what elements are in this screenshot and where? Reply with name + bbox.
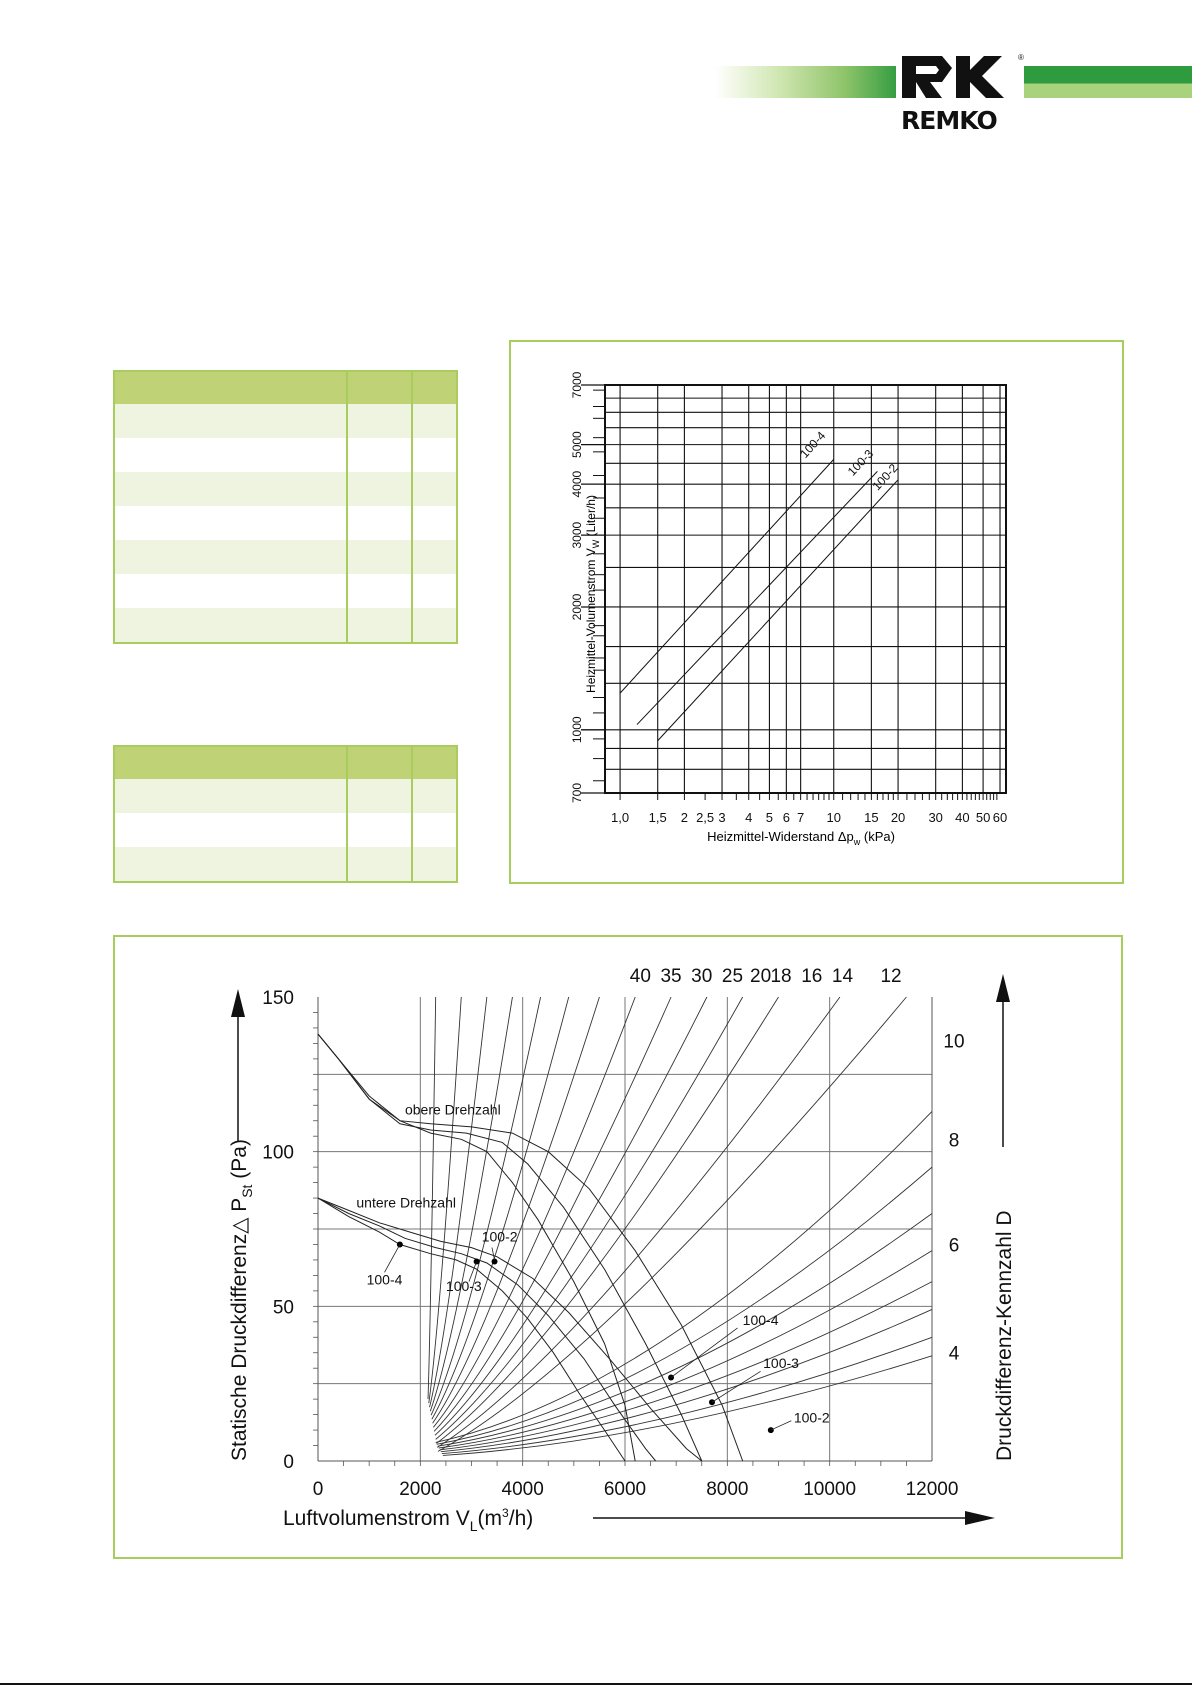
table-row	[115, 540, 456, 574]
series-label: 100-2	[793, 1409, 830, 1426]
leader-line	[492, 1248, 495, 1260]
table-1	[113, 370, 458, 644]
x-tick-label: 10000	[803, 1479, 857, 1500]
operating-point	[474, 1258, 480, 1264]
column-divider	[411, 372, 413, 642]
d-top-label: 20	[750, 966, 772, 987]
registered-mark: ®	[1018, 53, 1024, 62]
x-tick-label: 6000	[603, 1479, 647, 1500]
remko-logo-mark	[896, 52, 1024, 104]
brand-stripe-left	[715, 66, 900, 98]
table-2	[113, 745, 458, 883]
series-label: 100-2	[481, 1228, 518, 1245]
fan-curve-lower-100-4	[318, 1198, 625, 1461]
d-top-label: 35	[660, 966, 682, 987]
chart-series	[620, 428, 901, 740]
x-tick-label: 2	[680, 810, 689, 825]
table-row	[115, 847, 456, 881]
leader-line	[712, 1371, 761, 1402]
chart-ticks	[262, 988, 958, 1500]
leader-line	[771, 1421, 791, 1430]
d-top-label: 30	[691, 966, 713, 987]
series-line-100-3	[637, 471, 877, 724]
x-tick-label: 4000	[501, 1479, 544, 1500]
series-label: 100-3	[763, 1355, 799, 1372]
y-tick-label: 3000	[570, 521, 584, 549]
d-curve	[443, 1356, 932, 1456]
d-right-label: 4	[948, 1343, 960, 1365]
series-label: 100-4	[742, 1311, 779, 1328]
upper-speed-label: obere Drehzahl	[404, 1101, 501, 1118]
x-axis-arrowhead	[965, 1511, 995, 1525]
table-header	[115, 372, 456, 404]
table-header	[115, 747, 456, 779]
right-axis-arrowhead	[996, 974, 1010, 1002]
brand-stripe-right	[1010, 66, 1192, 98]
x-tick-label: 30	[928, 810, 943, 825]
d-right-label: 8	[948, 1130, 960, 1152]
d-curve	[433, 997, 635, 1427]
table-row	[115, 472, 456, 506]
operating-point	[709, 1399, 715, 1405]
table-row	[115, 779, 456, 813]
d-curve	[439, 1251, 932, 1448]
y-tick-label: 0	[283, 1452, 294, 1473]
d-top-label: 25	[721, 966, 744, 987]
fan-curve-upper-100-3	[318, 1034, 702, 1461]
series-line-100-2	[658, 480, 898, 741]
table-row	[115, 438, 456, 472]
fan-curve-upper-100-2	[318, 1034, 743, 1461]
d-top-label: 14	[831, 966, 854, 987]
x-tick-label: 2,5	[696, 810, 715, 825]
x-axis-label: Luftvolumenstrom $V_L(m^3/h)$	[283, 1506, 534, 1534]
d-curve	[441, 1309, 932, 1451]
y-axis-label: Heizmittel-Volumenstrom $V_W$ (Liter/h)	[584, 495, 601, 693]
table-row	[115, 574, 456, 608]
d-curve	[435, 997, 707, 1435]
x-tick-label: 0	[312, 1479, 324, 1500]
x-tick-label: 8000	[706, 1479, 749, 1500]
column-divider	[346, 747, 348, 881]
y-tick-label: 700	[570, 782, 584, 804]
y-tick-label: 1000	[570, 716, 584, 744]
x-tick-label: 4	[745, 810, 753, 825]
d-curve	[436, 1111, 932, 1442]
d-curves	[428, 997, 932, 1455]
x-tick-label: 1,0	[611, 810, 630, 825]
x-tick-label: 1,5	[648, 810, 667, 825]
d-top-label: 40	[629, 966, 651, 987]
y-tick-label: 5000	[570, 431, 584, 458]
d-curve	[436, 997, 743, 1439]
d-curve	[437, 997, 840, 1447]
d-curve	[438, 1214, 932, 1447]
chart-labels	[228, 966, 1016, 1534]
chart-water-frame	[509, 340, 1124, 884]
water-resistance-chart	[511, 342, 1122, 882]
brand-wordmark: REMKO	[901, 106, 997, 135]
x-tick-label: 12000	[905, 1479, 959, 1500]
y-tick-label: 50	[272, 1297, 294, 1319]
leader-line	[385, 1244, 400, 1272]
y-tick-label: 100	[262, 1142, 294, 1164]
column-divider	[411, 747, 413, 881]
series-label: 100-2	[869, 461, 901, 494]
x-tick-label: 5	[765, 810, 774, 825]
y-tick-label: 4000	[570, 470, 584, 498]
d-curve	[442, 1337, 932, 1453]
y-axis-label: Statische Druckdifferenz△ $P_{St}$ (Pa)	[228, 1139, 255, 1461]
right-axis-label: Druckdifferenz-Kennzahl D	[993, 1210, 1016, 1461]
table-row	[115, 813, 456, 847]
series-line-100-4	[620, 459, 834, 693]
y-tick-label: 7000	[570, 371, 584, 399]
fan-curve-upper-100-4	[318, 1034, 635, 1461]
x-tick-label: 3	[718, 810, 726, 825]
series-label: 100-3	[844, 446, 877, 479]
x-tick-label: 15	[864, 810, 879, 825]
series-label: 100-3	[445, 1277, 482, 1294]
d-right-label: 6	[948, 1235, 960, 1257]
x-tick-label: 2000	[399, 1479, 442, 1500]
y-axis-arrowhead	[231, 989, 245, 1017]
x-tick-label: 20	[890, 810, 906, 825]
chart-air-frame	[113, 935, 1123, 1559]
x-tick-label: 40	[955, 810, 970, 825]
x-tick-label: 7	[797, 810, 805, 825]
series-label: 100-4	[366, 1271, 403, 1288]
x-tick-label: 60	[992, 810, 1008, 825]
column-divider	[346, 372, 348, 642]
d-right-label: 10	[943, 1031, 965, 1053]
d-top-label: 16	[801, 966, 823, 987]
x-tick-label: 10	[826, 810, 841, 825]
x-axis-label: Heizmittel-Widerstand $\Delta p_w$ (kPa)	[707, 829, 895, 847]
d-curve	[433, 997, 600, 1423]
y-tick-label: 2000	[570, 593, 584, 621]
series-label: 100-4	[797, 428, 829, 461]
table-row	[115, 404, 456, 438]
x-tick-label: 6	[782, 810, 790, 825]
table-row	[115, 608, 456, 642]
d-top-label: 12	[880, 966, 902, 987]
fan-performance-chart	[115, 937, 1121, 1557]
table-row	[115, 506, 456, 540]
lower-speed-label: untere Drehzahl	[356, 1194, 456, 1211]
d-top-label: 18	[770, 966, 792, 987]
x-tick-label: 50	[975, 810, 991, 825]
fan-curves	[318, 1034, 774, 1461]
y-tick-label: 150	[262, 988, 294, 1009]
